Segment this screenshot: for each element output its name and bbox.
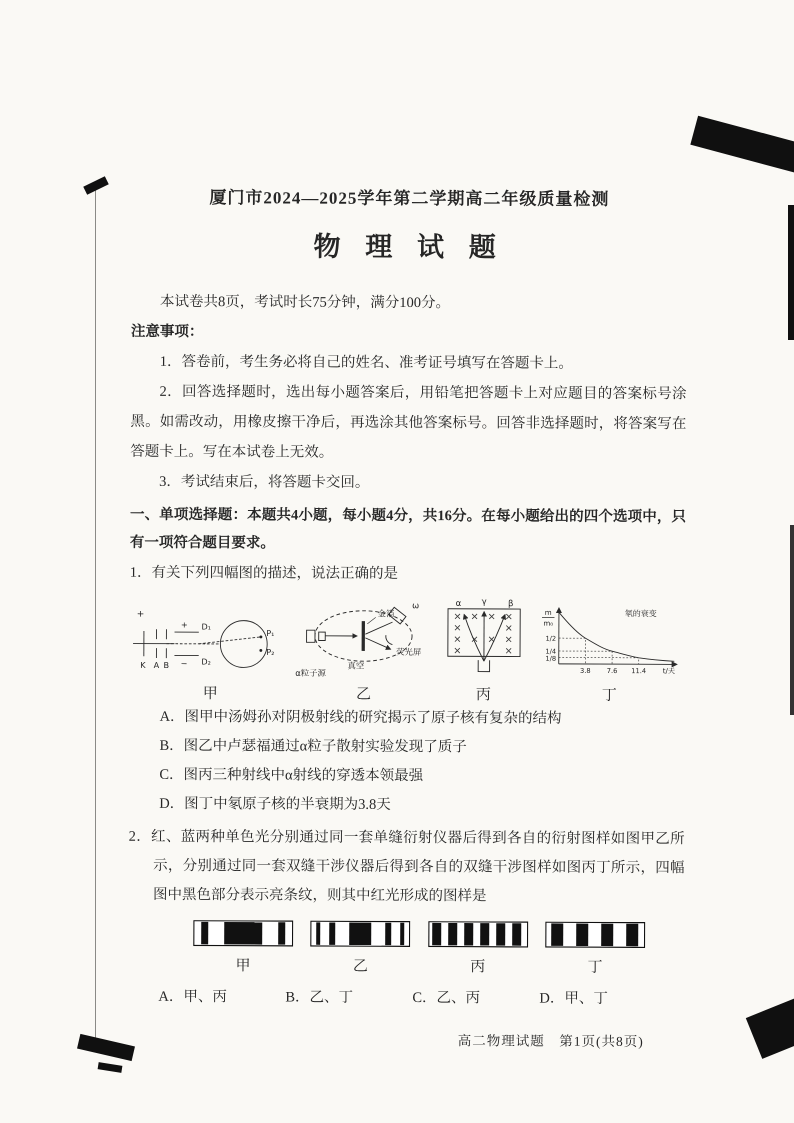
- vacuum-label: 真空: [347, 660, 365, 671]
- question-2-option-a: A．甲、丙: [158, 988, 227, 1006]
- notice-item-3: 3．考试结束后，将答题卡交回。: [159, 473, 370, 491]
- three-rays-graphic: [436, 595, 531, 681]
- question-2-figures: [193, 920, 645, 977]
- ytick-eighth: 1/8: [545, 654, 557, 663]
- page-footer: 高二物理试题 第1页(共8页): [457, 1033, 644, 1050]
- point-p2-label: P₂: [266, 646, 275, 657]
- gold-foil-label: 金箔: [377, 608, 395, 619]
- scan-artifact-bottom-right: [746, 997, 794, 1059]
- diffraction-pattern-yi-graphic: [310, 921, 410, 947]
- fluorescent-screen-label: 荧光屏: [396, 646, 422, 657]
- pattern-caption-ding: 丁: [587, 959, 603, 976]
- scan-artifact-bottom-left: [77, 1034, 135, 1061]
- pattern-yi: [310, 921, 410, 976]
- question-2-option-c: C．乙、丙: [412, 990, 481, 1007]
- question-1-option-d: D．图丁中氡原子核的半衰期为3.8天: [159, 795, 391, 813]
- alpha-source-label: α粒子源: [295, 667, 327, 678]
- alpha-scattering-graphic: [294, 597, 434, 682]
- scan-artifact-bottom-left-2: [98, 1062, 123, 1073]
- anode-a-label: A: [153, 659, 160, 670]
- notice-heading: 注意事项：: [130, 323, 204, 341]
- pattern-ding: [545, 922, 645, 977]
- cathode-ray-tube-graphic: [129, 603, 291, 681]
- question-1-option-b: B．图乙中卢瑟福通过α粒子散射实验发现了质子: [159, 737, 467, 756]
- figure-caption-bing: 丙: [475, 687, 491, 704]
- plate-d1-label: D₁: [201, 621, 212, 632]
- exam-session-header: 厦门市2024—2025学年第二学期高二年级质量检测: [209, 188, 610, 209]
- scan-artifact-right-strip-2: [790, 525, 794, 715]
- plate-minus-label: −: [180, 658, 188, 669]
- figure-caption-jia: 甲: [202, 686, 218, 703]
- scan-artifact-top-left: [83, 176, 109, 195]
- exam-info-line: 本试卷共8页，考试时长75分钟，满分100分。: [159, 293, 451, 312]
- pattern-caption-yi: 乙: [352, 958, 368, 975]
- pattern-caption-jia: 甲: [235, 958, 251, 975]
- figure-alpha-scattering: [294, 597, 434, 705]
- plate-d2-label: D₂: [201, 656, 211, 667]
- ytick-quarter: 1/4: [545, 647, 557, 656]
- question-1-stem: 1．有关下列四幅图的描述，说法正确的是: [129, 564, 399, 582]
- plus-sign-label: +: [136, 609, 145, 620]
- notice-item-1: 1．答卷前，考生务必将自己的姓名、准考证号填写在答题卡上。: [159, 353, 573, 372]
- decay-annotation: 氡的衰变: [624, 609, 657, 619]
- question-2-option-b: B．乙、丁: [285, 989, 354, 1006]
- xtick-11-4: 11.4: [631, 667, 647, 676]
- question-2-option-d: D．甲、丁: [539, 990, 608, 1007]
- alpha-ray-label: α: [455, 598, 462, 609]
- exam-title: 物 理 试 题: [313, 231, 505, 263]
- ylabel-denominator: m₀: [543, 618, 554, 628]
- decay-graph-graphic: [533, 602, 685, 683]
- figure-cathode-ray-tube: [129, 603, 291, 704]
- ytick-half: 1/2: [545, 634, 557, 643]
- scan-artifact-top-right: [690, 116, 794, 179]
- pattern-jia: [193, 920, 293, 975]
- plate-plus-label: +: [180, 619, 188, 630]
- interference-pattern-ding-graphic: [545, 922, 645, 948]
- cathode-k-label: K: [140, 659, 146, 670]
- figure-caption-yi: 乙: [356, 686, 372, 703]
- notice-item-2: 2．回答选择题时，选出每小题答案后，用铅笔把答题卡上对应题目的答案标号涂黑。如需改动，用橡皮擦干净后，再选涂其他答案标号。回答非选择题时，将答案写在答题卡上。写在本试卷上无效。: [130, 383, 687, 461]
- pattern-caption-bing: 丙: [470, 959, 486, 976]
- question-1-option-a: A．图甲中汤姆孙对阴极射线的研究揭示了原子核有复杂的结构: [159, 708, 562, 727]
- scan-artifact-right-strip: [788, 205, 794, 340]
- omega-label: ω: [412, 600, 420, 611]
- beta-ray-label: β: [507, 599, 514, 610]
- exam-content: [128, 0, 689, 1050]
- xaxis-label: t/天: [662, 666, 676, 676]
- scan-edge-line: [95, 190, 96, 1045]
- question-1-option-c: C．图丙三种射线中α射线的穿透本领最强: [159, 766, 424, 785]
- xtick-3-8: 3.8: [580, 666, 591, 675]
- section-1-heading: 一、单项选择题：本题共4小题，每小题4分，共16分。在每小题给出的四个选项中，只有一项符合题目要求。: [129, 506, 687, 552]
- interference-pattern-bing-graphic: [428, 921, 528, 947]
- xtick-7-6: 7.6: [606, 666, 618, 676]
- figure-caption-ding: 丁: [601, 687, 617, 704]
- gamma-ray-label: γ: [481, 597, 487, 608]
- point-p1-label: P₁: [266, 628, 275, 639]
- diffraction-pattern-jia-graphic: [193, 920, 293, 946]
- figure-decay-graph: [533, 602, 685, 706]
- figure-three-rays: [436, 595, 531, 704]
- ylabel-numerator: m: [544, 607, 552, 617]
- anode-b-label: B: [163, 659, 170, 671]
- question-1-figures: [129, 594, 685, 705]
- question-2-stem: 2．红、蓝两种单色光分别通过同一套单缝衍射仪器后得到各自的衍射图样如图甲乙所示，分别通过同一套双缝干涉仪器后得到各自的双缝干涉图样如图丙丁所示，四幅图中黑色部分表示亮条纹，则其中红光形成的图样是: [128, 828, 685, 905]
- pattern-bing: [428, 921, 528, 976]
- question-2-options: [128, 983, 684, 1014]
